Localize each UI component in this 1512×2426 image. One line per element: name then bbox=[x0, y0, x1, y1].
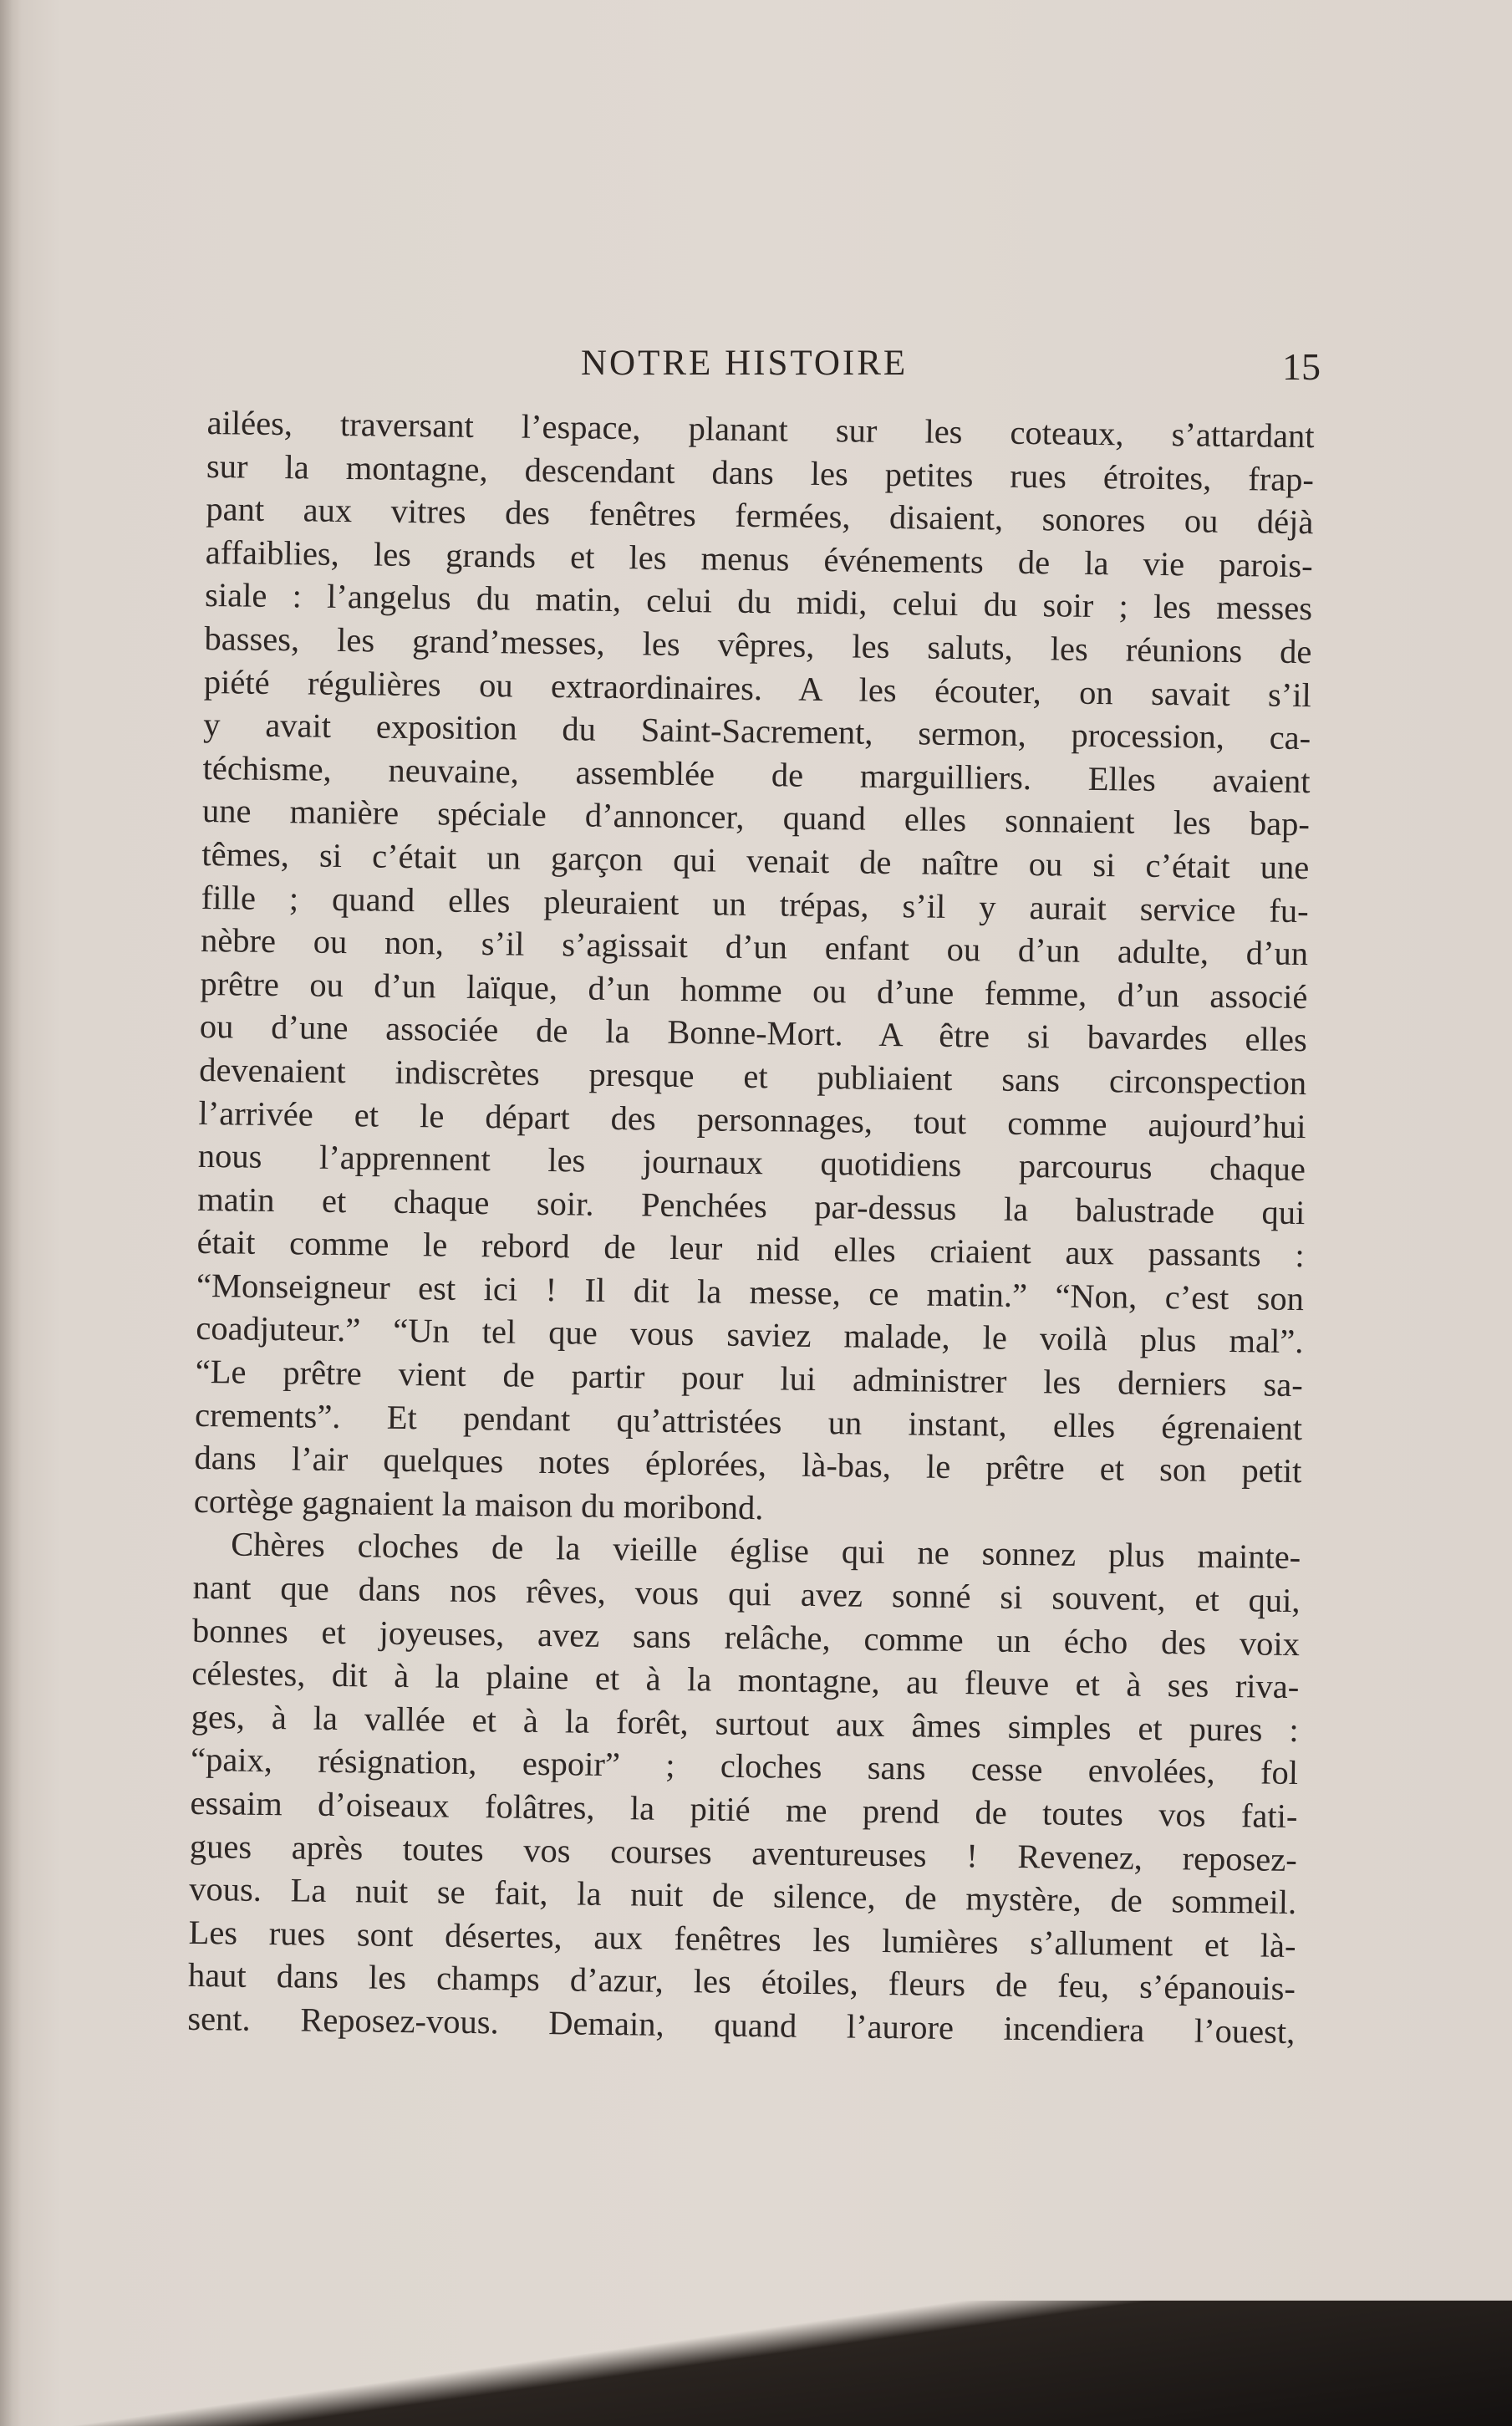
paragraph-1 bbox=[194, 401, 1315, 1537]
text-line: bonnes et joyeuses, avez sans relâche, comme un écho des voix bbox=[191, 1611, 1301, 1663]
text-line: dans l’air quelques notes éplorées, là-bas, le prêtre et son petit bbox=[194, 1439, 1302, 1491]
text-line: Chères cloches de la vieille église qui ne sonnez plus mainte- bbox=[231, 1525, 1301, 1577]
text-line: téchisme, neuvaine, assemblée de marguilliers. Elles avaient bbox=[202, 748, 1311, 800]
text-line: ou d’une associée de la Bonne-Mort. A être si bavardes elles bbox=[199, 1007, 1308, 1059]
text-line: y avait exposition du Saint-Sacrement, sermon, procession, ca- bbox=[203, 706, 1311, 757]
text-line: piété régulières ou extraordinaires. A les écouter, on savait s’il bbox=[203, 662, 1312, 714]
text-line: basses, les grand’messes, les vêpres, les saluts, les réunions de bbox=[204, 619, 1312, 671]
text-line: ailées, traversant l’espace, planant sur les coteaux, s’attardant bbox=[206, 403, 1315, 456]
text-line: siale : l’angelus du matin, celui du midi, celui du soir ; les messes bbox=[204, 576, 1313, 628]
text-line: nant que dans nos rêves, vous qui avez sonné si souvent, et qui, bbox=[192, 1567, 1301, 1620]
text-line: était comme le rebord de leur nid elles criaient aux passants : bbox=[196, 1223, 1305, 1275]
text-line: gues après toutes vos courses aventureuses ! Revenez, reposez- bbox=[189, 1827, 1298, 1878]
text-line: nous l’apprennent les journaux quotidiens parcourus chaque bbox=[197, 1137, 1306, 1189]
text-line: prêtre ou d’un laïque, d’un homme ou d’une femme, d’un associé bbox=[200, 964, 1308, 1016]
text-line: crements”. Et pendant qu’attristées un instant, elles égrenaient bbox=[194, 1395, 1303, 1447]
text-line: une manière spéciale d’annoncer, quand elles sonnaient les bap- bbox=[201, 792, 1311, 843]
text-line: matin et chaque soir. Penchées par-dessus la balustrade qui bbox=[197, 1180, 1306, 1231]
page-bottom-shadow bbox=[0, 2301, 1512, 2426]
running-head bbox=[201, 334, 1321, 388]
text-line: affaiblies, les grands et les menus événements de la vie parois- bbox=[205, 533, 1313, 584]
text-line: “Monseigneur est ici ! Il dit la messe, ce matin.” “Non, c’est son bbox=[196, 1266, 1305, 1317]
paragraph-2 bbox=[187, 1522, 1301, 2053]
text-line: têmes, si c’était un garçon qui venait de naître ou si c’était une bbox=[201, 834, 1310, 887]
text-line: pant aux vitres des fenêtres fermées, disaient, sonores ou déjà bbox=[206, 490, 1314, 542]
page-number: 15 bbox=[1282, 345, 1321, 388]
text-line: fille ; quand elles pleuraient un trépas, s’il y aurait service fu- bbox=[201, 878, 1309, 930]
text-line: Les rues sont désertes, aux fenêtres les lumières s’allument et là- bbox=[188, 1913, 1296, 1965]
text-line: ges, à la vallée et à la forêt, surtout aux âmes simples et pures : bbox=[191, 1697, 1299, 1749]
text-line: “paix, résignation, espoir” ; cloches sans cesse envolées, fol bbox=[190, 1741, 1299, 1792]
text-line: l’arrivée et le départ des personnages, tout comme aujourd’hui bbox=[198, 1093, 1306, 1145]
text-line: célestes, dit à la plaine et à la montagne, au fleuve et à ses riva- bbox=[191, 1654, 1300, 1706]
page-binding-edge bbox=[0, 0, 22, 2426]
running-title: NOTRE HISTOIRE bbox=[581, 344, 909, 383]
text-line: sur la montagne, descendant dans les petites rues étroites, frap- bbox=[206, 446, 1315, 498]
text-line: vous. La nuit se fait, la nuit de silence, de mystère, de sommeil. bbox=[188, 1870, 1297, 1922]
text-line: devenaient indiscrètes presque et publiaient sans circonspection bbox=[198, 1050, 1307, 1103]
text-line: nèbre ou non, s’il s’agissait d’un enfant ou d’un adulte, d’un bbox=[200, 921, 1309, 973]
text-line: haut dans les champs d’azur, les étoiles, fleurs de feu, s’épanouis- bbox=[187, 1956, 1296, 2008]
text-line: essaim d’oiseaux folâtres, la pitié me prend de toutes vos fati- bbox=[190, 1783, 1298, 1836]
text-line: sent. Reposez-vous. Demain, quand l’aurore incendiera l’ouest, bbox=[187, 1999, 1296, 2051]
body-text bbox=[187, 401, 1315, 2054]
text-line: coadjuteur.” “Un tel que vous saviez malade, le voilà plus mal”. bbox=[196, 1309, 1304, 1361]
text-line: cortège gagnaient la maison du moribond. bbox=[193, 1481, 764, 1527]
text-line: “Le prêtre vient de partir pour lui administrer les derniers sa- bbox=[195, 1352, 1303, 1404]
